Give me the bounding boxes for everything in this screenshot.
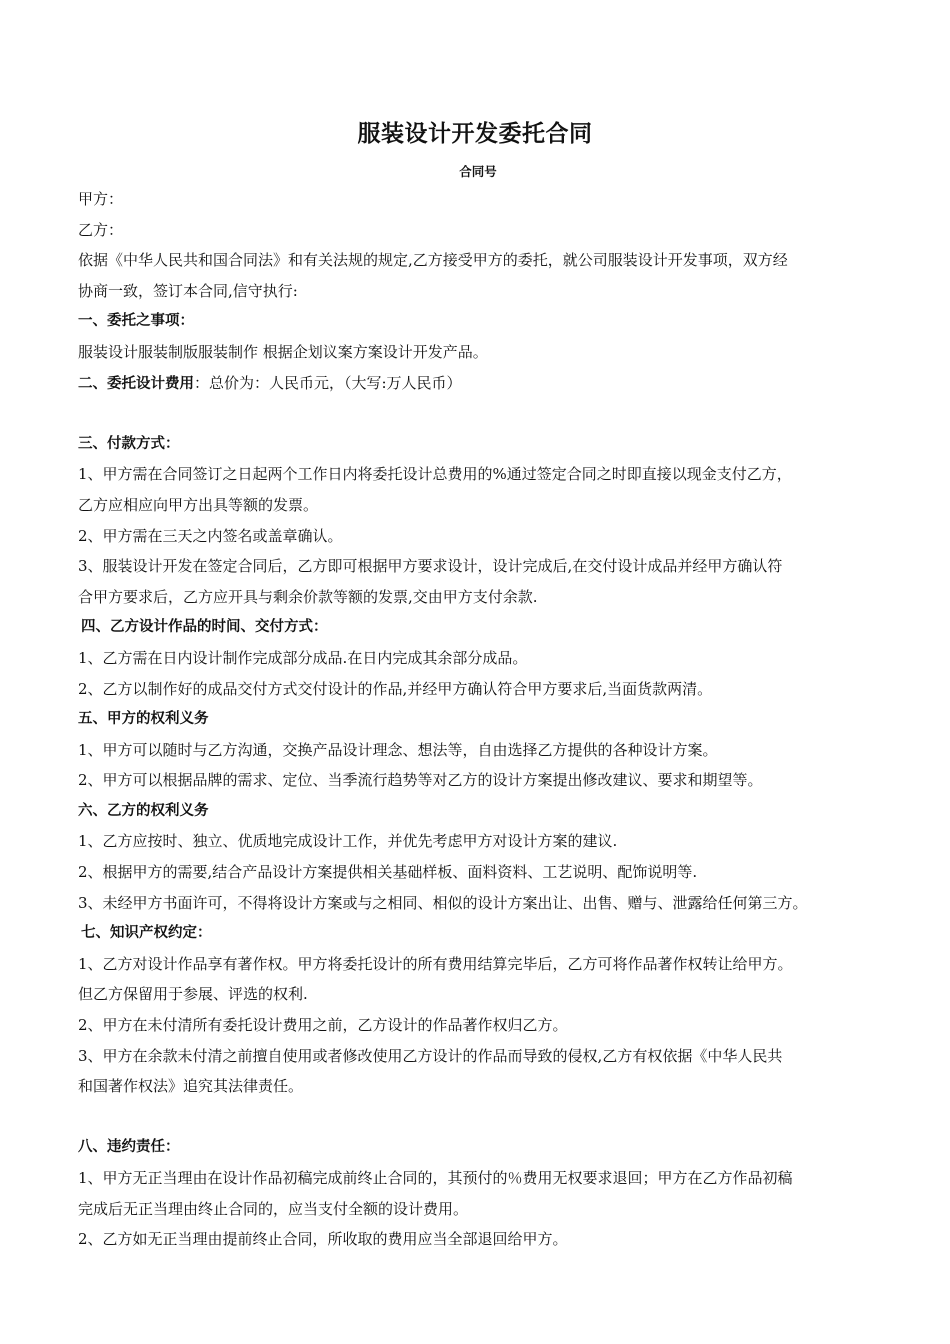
section-1-paragraph: 服装设计服装制版服装制作 根据企划议案方案设计开发产品。 [78,342,488,361]
section-6-heading: 六、乙方的权利义务 [78,802,209,819]
section-2-line [78,368,898,399]
section-4-item-1: 1、乙方需在日内设计制作完成部分成品.在日内完成其余部分成品。 [78,648,528,667]
section-2-fee-text: ：总价为：人民币元，（大写:万人民币） [194,373,462,392]
section-3-item-3-line-1: 3、服装设计开发在签定合同后，乙方即可根据甲方要求设计，设计完成后,在交付设计成品并经甲方确认符 [78,557,783,576]
contract-number-label: 合同号 [459,164,497,179]
section-3-item-1-line-2: 乙方应相应向甲方出具等额的发票。 [78,495,319,514]
section-7-item-1-line-1: 1、乙方对设计作品享有著作权。甲方将委托设计的所有费用结算完毕后，乙方可将作品著作权转让给甲方。 [78,954,793,973]
section-8-item-1-line-2: 完成后无正当理由终止合同的，应当支付全额的设计费用。 [78,1199,469,1218]
blank-line [78,398,898,429]
section-6-item-2: 2、根据甲方的需要,结合产品设计方案提供相关基础样板、面料资料、工艺说明、配饰说明等. [78,863,698,882]
intro-line-1: 依据《中华人民共和国合同法》和有关法规的规定,乙方接受甲方的委托，就公司服装设计开发事项，双方经 [78,251,788,270]
section-6-item-1: 1、乙方应按时、独立、优质地完成设计工作，并优先考虑甲方对设计方案的建议. [78,832,618,851]
section-7-item-3-line-1: 3、甲方在余款未付清之前擅自使用或者修改使用乙方设计的作品而导致的侵权,乙方有权依据《中华人民共 [78,1046,783,1065]
section-7-heading: 七、知识产权约定： [81,925,212,942]
section-6-item-3: 3、未经甲方书面许可，不得将设计方案或与之相同、相似的设计方案出让、出售、赠与、泄露给任何第三方。 [78,893,808,912]
section-2-heading: 二、委托设计费用 [78,375,194,392]
section-7-item-1-line-2: 但乙方保留用于参展、评选的权利. [78,985,308,1004]
section-4-heading: 四、乙方设计作品的时间、交付方式： [81,619,328,636]
section-3-heading: 三、付款方式： [78,435,180,452]
section-1-heading: 一、委托之事项： [78,313,194,330]
section-3-item-3-line-2: 合甲方要求后，乙方应开具与剩余价款等额的发票,交由甲方支付余款. [78,587,538,606]
section-7-item-2: 2、甲方在未付清所有委托设计费用之前，乙方设计的作品著作权归乙方。 [78,1016,568,1035]
contract-body [78,184,898,1255]
section-8-item-2: 2、乙方如无正当理由提前终止合同，所收取的费用应当全部退回给甲方。 [78,1230,568,1249]
section-5-item-1: 1、甲方可以随时与乙方沟通，交换产品设计理念、想法等，自由选择乙方提供的各种设计方案。 [78,740,718,759]
section-5-item-2: 2、甲方可以根据品牌的需求、定位、当季流行趋势等对乙方的设计方案提出修改建议、要求和期望等。 [78,771,763,790]
blank-line [78,1102,898,1133]
section-3-item-2: 2、甲方需在三天之内签名或盖章确认。 [78,526,343,545]
intro-line-2: 协商一致，签订本合同,信守执行: [78,281,298,300]
section-3-item-1-line-1: 1、甲方需在合同签订之日起两个工作日内将委托设计总费用的%通过签定合同之时即直接以现金支付乙方， [78,465,792,484]
party-b-line: 乙方： [78,220,124,239]
section-8-heading: 八、违约责任： [78,1139,180,1156]
document-title: 服装设计开发委托合同 [357,121,593,147]
section-8-item-1-line-1: 1、甲方无正当理由在设计作品初稿完成前终止合同的，其预付的％费用无权要求退回；甲方在乙方作品初稿 [78,1169,793,1187]
party-a-line: 甲方： [78,190,124,208]
section-7-item-3-line-2: 和国著作权法》追究其法律责任。 [78,1077,304,1096]
section-5-heading: 五、甲方的权利义务 [78,711,209,728]
section-4-item-2: 2、乙方以制作好的成品交付方式交付设计的作品,并经甲方确认符合甲方要求后,当面货款两清。 [78,679,713,698]
